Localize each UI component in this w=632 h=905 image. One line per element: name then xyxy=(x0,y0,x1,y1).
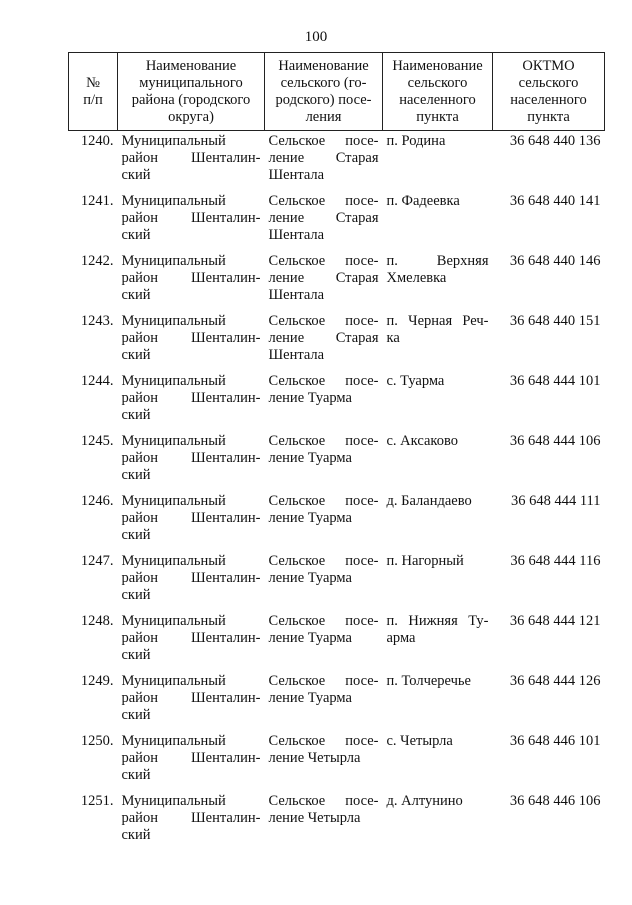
row-number: 1247. xyxy=(80,553,114,569)
district-cell xyxy=(118,131,265,194)
cell-line: ление Четырла xyxy=(268,750,361,766)
district-cell xyxy=(118,253,265,313)
table-row xyxy=(69,193,605,253)
settlement-cell xyxy=(265,373,383,433)
district-cell xyxy=(118,553,265,613)
cell-line: д. Алтунино xyxy=(386,793,463,809)
oktmo-cell: 36 648 440 141 xyxy=(509,193,601,209)
cell-line: район Шенталин- xyxy=(121,450,261,466)
cell-line: Муниципальный xyxy=(121,673,226,689)
table-row xyxy=(69,673,605,733)
header-line: округа) xyxy=(168,108,214,125)
settlement-cell xyxy=(265,493,383,553)
cell-line: Шентала xyxy=(268,347,325,363)
header-line: сельского xyxy=(407,74,468,91)
cell-line: Шентала xyxy=(268,227,325,243)
cell-line: Сельское посе- xyxy=(268,193,379,209)
header-line: ОКТМО xyxy=(522,57,575,74)
settlement-cell xyxy=(265,673,383,733)
header-district xyxy=(118,53,265,131)
row-number: 1241. xyxy=(80,193,114,209)
cell-line: ление Туарма xyxy=(268,570,352,586)
cell-line: район Шенталин- xyxy=(121,690,261,706)
district-cell xyxy=(118,373,265,433)
header-line: родского) посе- xyxy=(275,91,372,108)
locality-cell xyxy=(383,253,493,313)
cell-line: Муниципальный xyxy=(121,313,226,329)
header-line: пункта xyxy=(527,108,570,125)
table-row xyxy=(69,613,605,673)
header-line: района (городского xyxy=(131,91,251,108)
header-line: пункта xyxy=(416,108,459,125)
locality-cell xyxy=(383,193,493,253)
row-number: 1251. xyxy=(80,793,114,809)
table-row xyxy=(69,733,605,793)
cell-line: Сельское посе- xyxy=(268,553,379,569)
row-number: 1246. xyxy=(80,493,114,509)
cell-line: ский xyxy=(121,407,151,423)
cell-line: ление Старая xyxy=(268,210,379,226)
cell-line: Шентала xyxy=(268,167,325,183)
cell-line: Сельское посе- xyxy=(268,253,379,269)
oktmo-cell: 36 648 444 126 xyxy=(509,673,601,689)
oktmo-cell: 36 648 440 136 xyxy=(509,133,601,149)
table-row xyxy=(69,131,605,194)
cell-line: ский xyxy=(121,167,151,183)
cell-line: район Шенталин- xyxy=(121,210,261,226)
cell-line: Сельское посе- xyxy=(268,673,379,689)
row-number: 1244. xyxy=(80,373,114,389)
settlement-cell xyxy=(265,193,383,253)
cell-line: Сельское посе- xyxy=(268,613,379,629)
cell-line: п. Родина xyxy=(386,133,446,149)
district-cell xyxy=(118,193,265,253)
row-number: 1240. xyxy=(80,133,114,149)
locality-cell xyxy=(383,433,493,493)
cell-line: ский xyxy=(121,227,151,243)
oktmo-cell: 36 648 446 106 xyxy=(509,793,601,809)
oktmo-cell: 36 648 444 101 xyxy=(509,373,601,389)
locality-cell xyxy=(383,373,493,433)
cell-line: п. Толчеречье xyxy=(386,673,471,689)
cell-line: с. Четырла xyxy=(386,733,453,749)
cell-line: Муниципальный xyxy=(121,253,226,269)
header-locality xyxy=(383,53,493,131)
cell-line: п. Черная Реч- xyxy=(386,313,489,329)
table-row xyxy=(69,433,605,493)
table-row xyxy=(69,493,605,553)
cell-line: Хмелевка xyxy=(386,270,447,286)
header-line: сельского xyxy=(518,74,579,91)
row-number: 1250. xyxy=(80,733,114,749)
cell-line: Сельское посе- xyxy=(268,793,379,809)
cell-line: п. Верхняя xyxy=(386,253,489,269)
header-line: Наименование xyxy=(278,57,369,74)
settlement-cell xyxy=(265,793,383,853)
cell-line: Шентала xyxy=(268,287,325,303)
cell-line: Муниципальный xyxy=(121,613,226,629)
cell-line: ление Туарма xyxy=(268,690,352,706)
cell-line: ский xyxy=(121,767,151,783)
locality-cell xyxy=(383,733,493,793)
cell-line: район Шенталин- xyxy=(121,570,261,586)
header-line: муниципального xyxy=(139,74,243,91)
oktmo-cell: 36 648 444 121 xyxy=(509,613,601,629)
cell-line: ление Туарма xyxy=(268,450,352,466)
header-line: ления xyxy=(305,108,342,125)
locality-cell xyxy=(383,613,493,673)
header-line: населенного xyxy=(510,91,587,108)
table-row xyxy=(69,553,605,613)
district-cell xyxy=(118,673,265,733)
header-oktmo xyxy=(493,53,605,131)
table-body xyxy=(69,131,605,854)
table-row xyxy=(69,253,605,313)
locality-cell xyxy=(383,313,493,373)
cell-line: район Шенталин- xyxy=(121,630,261,646)
cell-line: район Шенталин- xyxy=(121,810,261,826)
header-settlement xyxy=(265,53,383,131)
table-row xyxy=(69,313,605,373)
cell-line: Сельское посе- xyxy=(268,373,379,389)
header-line: п/п xyxy=(83,91,103,108)
cell-line: ский xyxy=(121,527,151,543)
cell-line: Муниципальный xyxy=(121,733,226,749)
cell-line: арма xyxy=(386,630,416,646)
cell-line: ский xyxy=(121,467,151,483)
cell-line: Сельское посе- xyxy=(268,133,379,149)
district-cell xyxy=(118,613,265,673)
cell-line: район Шенталин- xyxy=(121,270,261,286)
cell-line: Муниципальный xyxy=(121,433,226,449)
oktmo-cell: 36 648 446 101 xyxy=(509,733,601,749)
cell-line: район Шенталин- xyxy=(121,330,261,346)
header-number xyxy=(69,53,118,131)
cell-line: район Шенталин- xyxy=(121,150,261,166)
oktmo-cell: 36 648 444 106 xyxy=(509,433,601,449)
cell-line: ление Старая xyxy=(268,150,379,166)
cell-line: Муниципальный xyxy=(121,493,226,509)
cell-line: ский xyxy=(121,827,151,843)
cell-line: ка xyxy=(386,330,400,346)
cell-line: Муниципальный xyxy=(121,373,226,389)
settlement-cell xyxy=(265,433,383,493)
cell-line: ский xyxy=(121,587,151,603)
cell-line: ление Туарма xyxy=(268,630,352,646)
header-line: населенного xyxy=(399,91,476,108)
cell-line: ление Туарма xyxy=(268,390,352,406)
cell-line: ление Туарма xyxy=(268,510,352,526)
header-line: Наименование xyxy=(392,57,483,74)
cell-line: Сельское посе- xyxy=(268,433,379,449)
cell-line: Муниципальный xyxy=(121,553,226,569)
oktmo-cell: 36 648 440 151 xyxy=(509,313,601,329)
cell-line: ский xyxy=(121,347,151,363)
district-cell xyxy=(118,733,265,793)
settlement-cell xyxy=(265,733,383,793)
table-row xyxy=(69,793,605,853)
cell-line: ский xyxy=(121,707,151,723)
cell-line: п. Фадеевка xyxy=(386,193,460,209)
row-number: 1249. xyxy=(80,673,114,689)
district-cell xyxy=(118,493,265,553)
cell-line: Сельское посе- xyxy=(268,493,379,509)
cell-line: Муниципальный xyxy=(121,793,226,809)
page-number: 100 xyxy=(304,29,328,45)
registry-table xyxy=(68,52,605,853)
cell-line: д. Баландаево xyxy=(386,493,472,509)
settlement-cell xyxy=(265,613,383,673)
header-line: сельского (го- xyxy=(280,74,367,91)
cell-line: с. Аксаково xyxy=(386,433,458,449)
oktmo-cell: 36 648 444 116 xyxy=(510,553,601,569)
settlement-cell xyxy=(265,553,383,613)
district-cell xyxy=(118,433,265,493)
locality-cell xyxy=(383,493,493,553)
table-header-row xyxy=(69,53,605,131)
settlement-cell xyxy=(265,313,383,373)
row-number: 1243. xyxy=(80,313,114,329)
district-cell xyxy=(118,793,265,853)
cell-line: район Шенталин- xyxy=(121,390,261,406)
settlement-cell xyxy=(265,253,383,313)
cell-line: п. Нижняя Ту- xyxy=(386,613,489,629)
cell-line: ление Четырла xyxy=(268,810,361,826)
row-number: 1245. xyxy=(80,433,114,449)
district-cell xyxy=(118,313,265,373)
locality-cell xyxy=(383,673,493,733)
header-line: № xyxy=(86,74,100,91)
cell-line: район Шенталин- xyxy=(121,750,261,766)
cell-line: район Шенталин- xyxy=(121,510,261,526)
cell-line: с. Туарма xyxy=(386,373,445,389)
cell-line: п. Нагорный xyxy=(386,553,464,569)
cell-line: ление Старая xyxy=(268,330,379,346)
oktmo-cell: 36 648 440 146 xyxy=(509,253,601,269)
locality-cell xyxy=(383,131,493,194)
cell-line: Сельское посе- xyxy=(268,733,379,749)
oktmo-cell: 36 648 444 111 xyxy=(510,493,601,509)
cell-line: Муниципальный xyxy=(121,193,226,209)
table-row xyxy=(69,373,605,433)
row-number: 1248. xyxy=(80,613,114,629)
settlement-cell xyxy=(265,131,383,194)
locality-cell xyxy=(383,553,493,613)
locality-cell xyxy=(383,793,493,853)
header-line: Наименование xyxy=(145,57,237,74)
cell-line: Сельское посе- xyxy=(268,313,379,329)
cell-line: ление Старая xyxy=(268,270,379,286)
cell-line: ский xyxy=(121,647,151,663)
cell-line: Муниципальный xyxy=(121,133,226,149)
row-number: 1242. xyxy=(80,253,114,269)
cell-line: ский xyxy=(121,287,151,303)
